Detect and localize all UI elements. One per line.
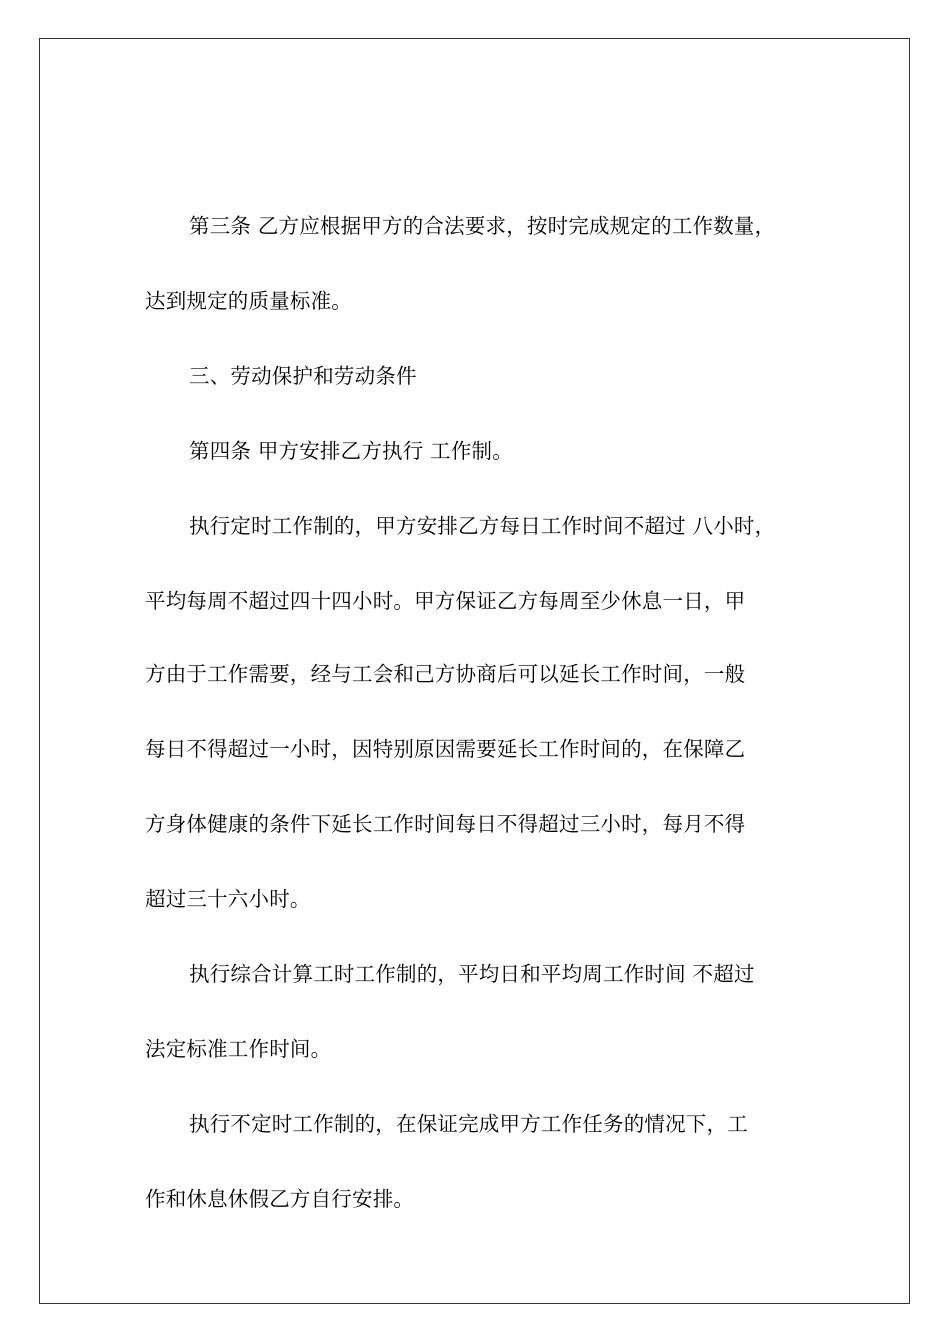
- text-line: 作和休息休假乙方自行安排。: [145, 1187, 415, 1211]
- text-line: 方由于工作需要，经与工会和己方协商后可以延长工作时间，一般: [145, 662, 746, 686]
- text-line: 执行定时工作制的，甲方安排乙方每日工作时间不超过 八小时，: [189, 514, 776, 538]
- text-line: 第四条 甲方安排乙方执行 工作制。: [189, 439, 513, 463]
- text-line: 平均每周不超过四十四小时。甲方保证乙方每周至少休息一日，甲: [145, 589, 746, 613]
- text-line: 达到规定的质量标准。: [145, 289, 352, 313]
- text-line: 超过三十六小时。: [145, 887, 311, 911]
- text-line: 执行综合计算工时工作制的，平均日和平均周工作时间 不超过: [189, 962, 755, 986]
- text-line: 方身体健康的条件下延长工作时间每日不得超过三小时，每月不得: [145, 812, 746, 836]
- section-heading: 三、劳动保护和劳动条件: [189, 364, 417, 388]
- text-line: 执行不定时工作制的，在保证完成甲方工作任务的情况下，工: [189, 1112, 748, 1136]
- text-line: 法定标准工作时间。: [145, 1037, 332, 1061]
- text-line: 每日不得超过一小时，因特别原因需要延长工作时间的，在保障乙: [145, 737, 746, 761]
- text-line: 第三条 乙方应根据甲方的合法要求，按时完成规定的工作数量，: [189, 214, 776, 238]
